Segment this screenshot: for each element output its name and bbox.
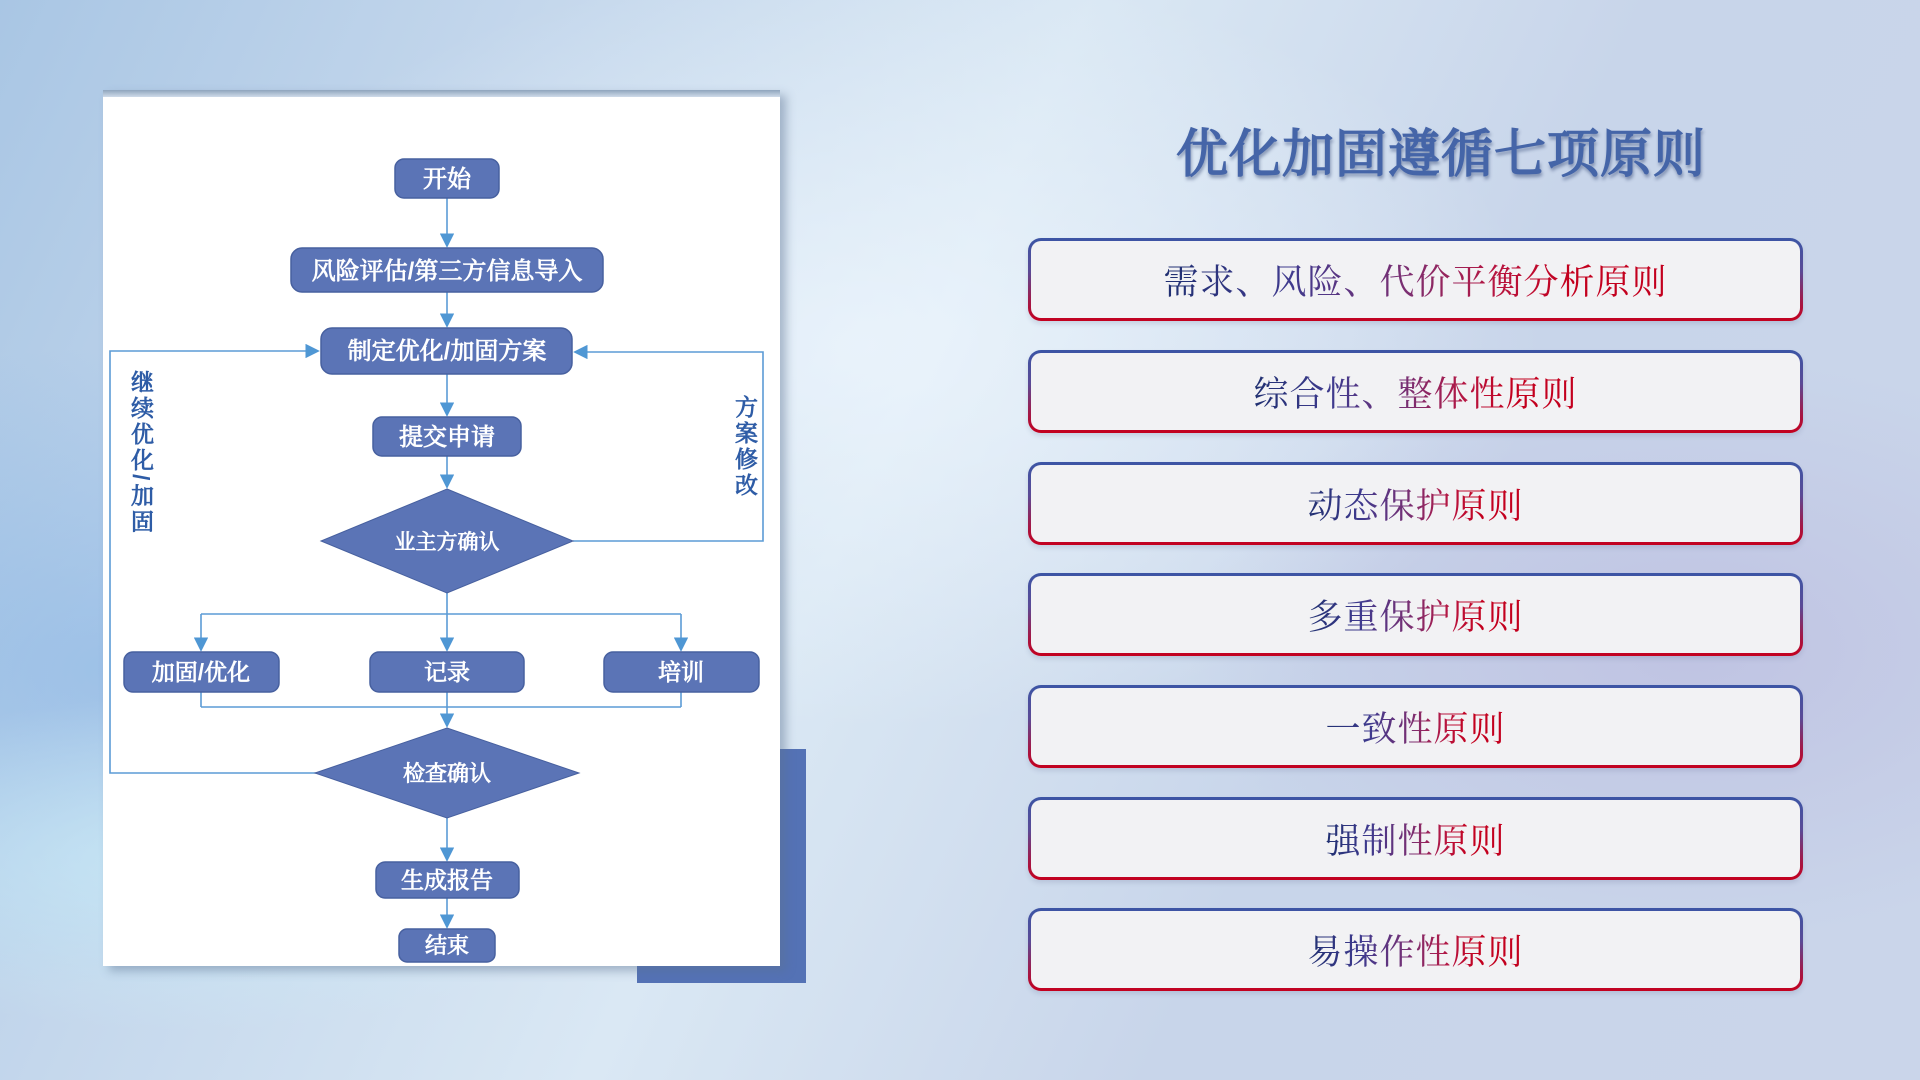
flow-node-start-label: 开始: [423, 166, 471, 193]
principle-label-2: 综合性、整体性原则: [1253, 367, 1577, 417]
flow-node-submit-label: 提交申请: [399, 424, 495, 451]
flow-node-record-label: 记录: [424, 659, 470, 685]
flow-node-owner-confirm: [321, 489, 573, 593]
principle-box-1: [1028, 238, 1803, 321]
loop-label-continue-optimize: 继续优化/加固: [128, 370, 154, 536]
flow-node-start: [395, 159, 499, 198]
principle-box-4: [1028, 573, 1803, 656]
flow-node-end-label: 结束: [424, 933, 470, 958]
principle-label-6: 强制性原则: [1325, 814, 1505, 864]
flow-node-owner-confirm-label: 业主方确认: [394, 531, 500, 554]
principle-box-3: [1028, 462, 1803, 545]
page-title: 优化加固遵循七项原则: [1175, 126, 1706, 184]
flow-node-risk: [291, 248, 603, 292]
principle-label-1: 需求、风险、代价平衡分析原则: [1163, 255, 1667, 305]
flow-node-plan: [321, 328, 572, 374]
flow-node-record: [370, 652, 524, 692]
flow-node-harden-label: 加固/优化: [151, 659, 251, 685]
flowchart-panel: [103, 90, 780, 966]
flow-node-submit: [373, 417, 521, 456]
flow-node-risk-label: 风险评估/第三方信息导入: [311, 258, 583, 285]
principle-box-5: [1028, 685, 1803, 768]
principle-box-7: [1028, 908, 1803, 991]
principle-box-6: [1028, 797, 1803, 880]
card-top-edge: [103, 90, 780, 97]
principle-label-4: 多重保护原则: [1307, 590, 1523, 640]
flowchart: [103, 90, 780, 966]
flow-node-harden: [124, 652, 279, 692]
principle-label-3: 动态保护原则: [1307, 479, 1523, 529]
principle-box-2: [1028, 350, 1803, 433]
flow-node-training-label: 培训: [658, 659, 704, 685]
flow-node-report-label: 生成报告: [401, 867, 493, 893]
principle-label-7: 易操作性原则: [1307, 925, 1523, 975]
principle-label-5: 一致性原则: [1325, 702, 1505, 752]
flow-node-end: [399, 929, 495, 962]
flow-node-check-confirm-label: 检查确认: [402, 761, 492, 786]
flow-node-check-confirm: [315, 728, 579, 818]
flow-node-report: [376, 862, 519, 898]
flow-node-plan-label: 制定优化/加固方案: [347, 338, 547, 365]
loop-label-plan-revise: 方案修改: [732, 395, 758, 499]
flow-node-training: [604, 652, 759, 692]
